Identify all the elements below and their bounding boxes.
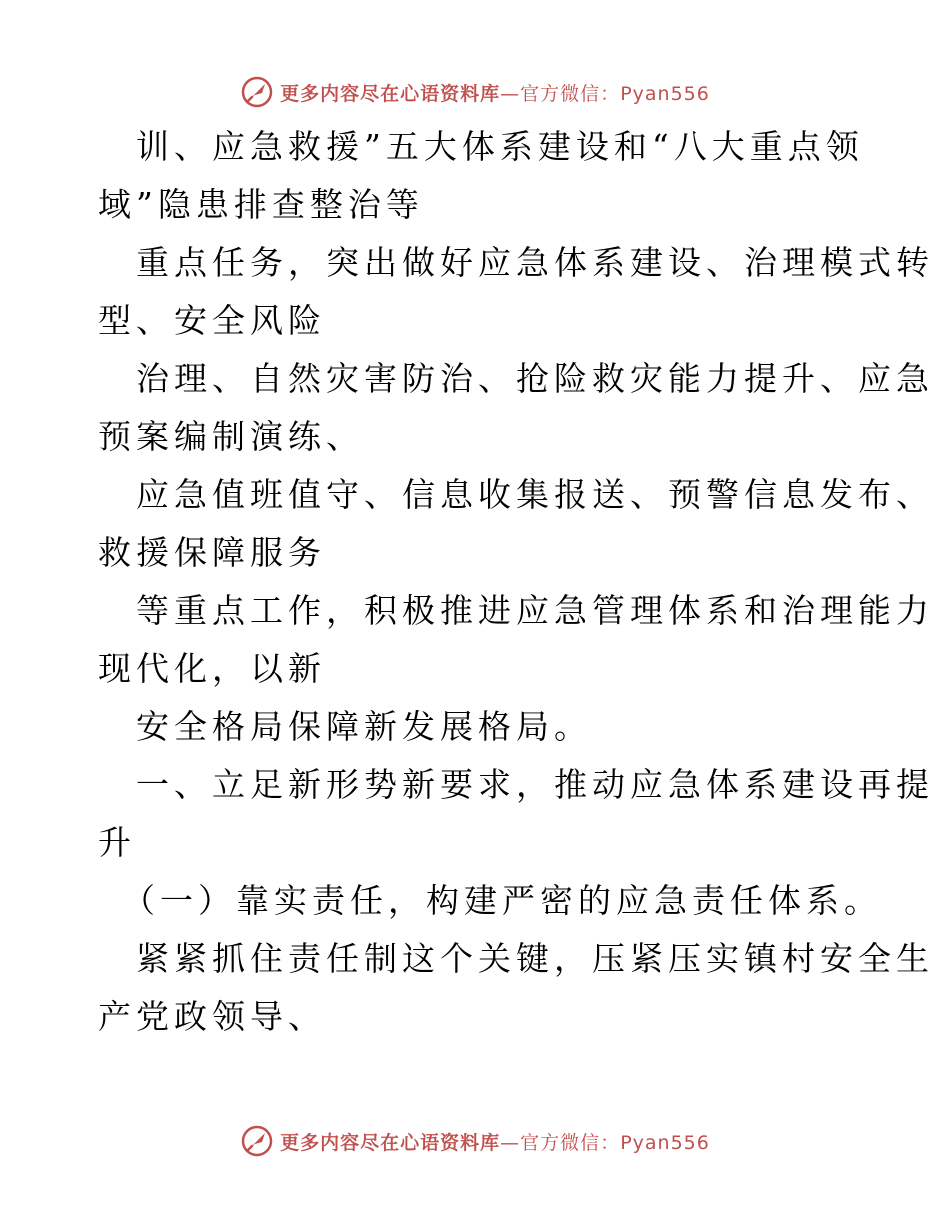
- body-line: 重点任务，突出做好应急体系建设、治理模式转: [136, 243, 934, 282]
- quill-logo-icon: [240, 1124, 274, 1158]
- section-heading: 一、立足新形势新要求，推动应急体系建设再提: [136, 765, 934, 804]
- body-line: 预案编制演练、: [98, 417, 364, 456]
- watermark-contact-label: 官方微信：: [520, 82, 621, 105]
- body-line: 训、应急救援”五大体系建设和“八大重点领: [136, 127, 864, 166]
- body-line: 域”隐患排查整治等: [98, 185, 424, 224]
- quill-logo-icon: [240, 75, 274, 109]
- watermark-dash: —: [500, 82, 521, 105]
- watermark-brand: 更多内容尽在心语资料库: [280, 1131, 501, 1154]
- body-line: 安全格局保障新发展格局。: [136, 707, 592, 746]
- body-line: 产党政领导、: [98, 997, 326, 1036]
- watermark-dash: —: [500, 1131, 521, 1154]
- watermark-contact-id: Pyan556: [620, 82, 710, 105]
- header-watermark: [0, 72, 950, 112]
- body-line: 紧紧抓住责任制这个关键，压紧压实镇村安全生: [136, 939, 934, 978]
- watermark-contact-id: Pyan556: [620, 1131, 710, 1154]
- document-body: [98, 118, 934, 1046]
- section-heading-continuation: 升: [98, 823, 136, 862]
- subsection-heading: （一）靠实责任，构建严密的应急责任体系。: [122, 881, 882, 920]
- body-line: 现代化，以新: [98, 649, 326, 688]
- body-line: 救援保障服务: [98, 533, 326, 572]
- body-line: 型、安全风险: [98, 301, 326, 340]
- body-line: 治理、自然灾害防治、抢险救灾能力提升、应急: [136, 359, 934, 398]
- watermark-contact-label: 官方微信：: [520, 1131, 621, 1154]
- watermark-brand: 更多内容尽在心语资料库: [280, 82, 501, 105]
- footer-watermark: [0, 1121, 950, 1161]
- body-line: 等重点工作，积极推进应急管理体系和治理能力: [136, 591, 934, 630]
- body-line: 应急值班值守、信息收集报送、预警信息发布、: [136, 475, 934, 514]
